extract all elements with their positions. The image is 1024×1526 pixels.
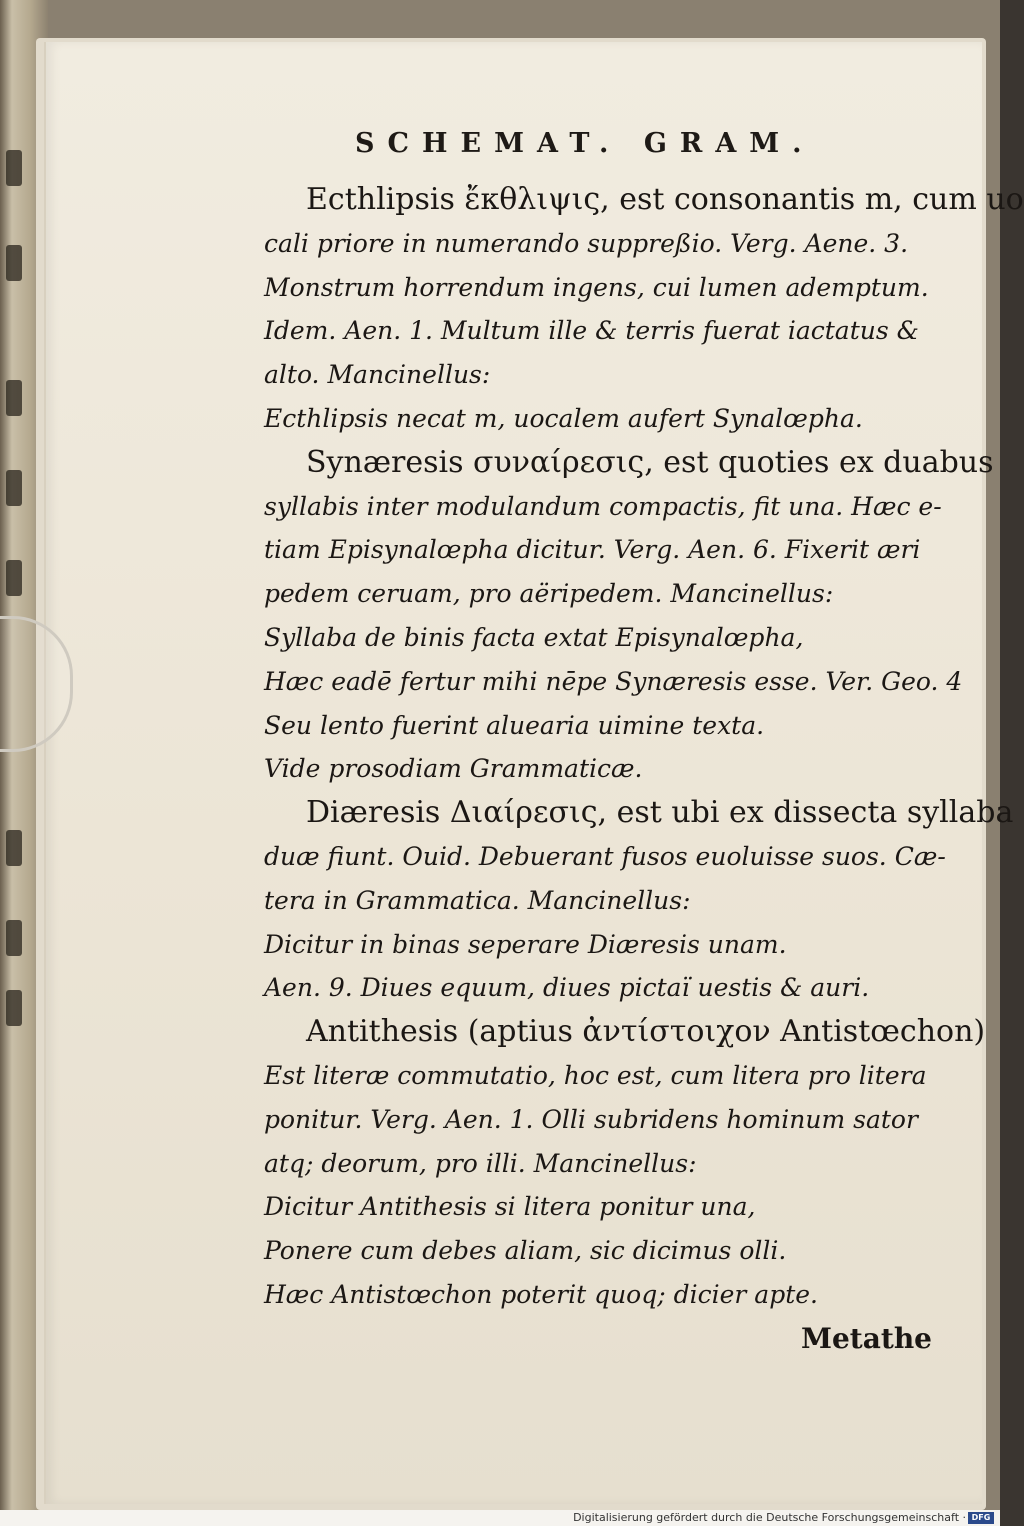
text-line: Diæresis Διαίρεσις, est ubi ex dissecta syllaba bbox=[306, 795, 1014, 831]
text-line: alto. Mancinellus: bbox=[264, 360, 491, 390]
text-line: Ecthlipsis necat m, uocalem aufert Synalœpha. bbox=[264, 403, 863, 433]
footer-bar bbox=[0, 1510, 1000, 1526]
dfg-logo[interactable]: DFG bbox=[968, 1512, 994, 1524]
text-line: Antithesis (aptius ἀντίστοιχον Antistœchon) bbox=[306, 1014, 986, 1050]
text-line: tiam Episynalœpha dicitur. Verg. Aen. 6. Fixerit æri bbox=[264, 535, 921, 565]
text-line: Aen. 9. Diues equum, diues pictaï uestis & auri. bbox=[264, 973, 870, 1003]
text-line: ponitur. Verg. Aen. 1. Olli subridens hominum sator bbox=[264, 1104, 918, 1134]
text-line: Idem. Aen. 1. Multum ille & terris fuerat iactatus & bbox=[264, 316, 919, 346]
text-line: Dicitur in binas seperare Diæresis unam. bbox=[264, 929, 787, 959]
text-line: cali priore in numerando suppreßio. Verg. Aene. 3. bbox=[264, 228, 909, 258]
text-line: Monstrum horrendum ingens, cui lumen ademptum. bbox=[264, 272, 929, 302]
text-line: Ponere cum debes aliam, sic dicimus olli. bbox=[264, 1236, 787, 1266]
text-line: Vide prosodiam Grammaticæ. bbox=[264, 754, 643, 784]
page-text bbox=[264, 178, 1024, 1361]
footer-credit: Digitalisierung gefördert durch die Deutsche Forschungsgemeinschaft · bbox=[573, 1511, 966, 1524]
text-line: Hæc eadē fertur mihi nēpe Synæresis esse. Ver. Geo. 4 bbox=[264, 666, 963, 696]
text-line: Syllaba de binis facta extat Episynalœpha, bbox=[264, 622, 804, 652]
running-head: SCHEMAT. GRAM. bbox=[355, 128, 815, 159]
catchword: Metathe bbox=[801, 1321, 932, 1355]
text-line: pedem ceruam, pro aëripedem. Mancinellus: bbox=[264, 579, 834, 609]
text-line: Ecthlipsis ἔκθλιψις, est consonantis m, cum uo bbox=[306, 182, 1024, 217]
text-line: atq; deorum, pro illi. Mancinellus: bbox=[264, 1148, 697, 1178]
text-line: Dicitur Antithesis si litera ponitur una, bbox=[264, 1192, 756, 1222]
text-line: syllabis inter modulandum compactis, fit una. Hæc e- bbox=[264, 491, 942, 521]
text-line: Hæc Antistœchon poterit quoq; dicier apte. bbox=[264, 1279, 818, 1309]
text-line: Est literæ commutatio, hoc est, cum litera pro litera bbox=[264, 1060, 927, 1090]
text-line: duæ fiunt. Ouid. Debuerant fusos euoluisse suos. Cæ- bbox=[264, 841, 946, 871]
text-line: tera in Grammatica. Mancinellus: bbox=[264, 885, 691, 915]
text-line: Synæresis συναίρεσις, est quoties ex duabus bbox=[306, 444, 994, 480]
text-line: Seu lento fuerint aluearia uimine texta. bbox=[264, 710, 765, 740]
